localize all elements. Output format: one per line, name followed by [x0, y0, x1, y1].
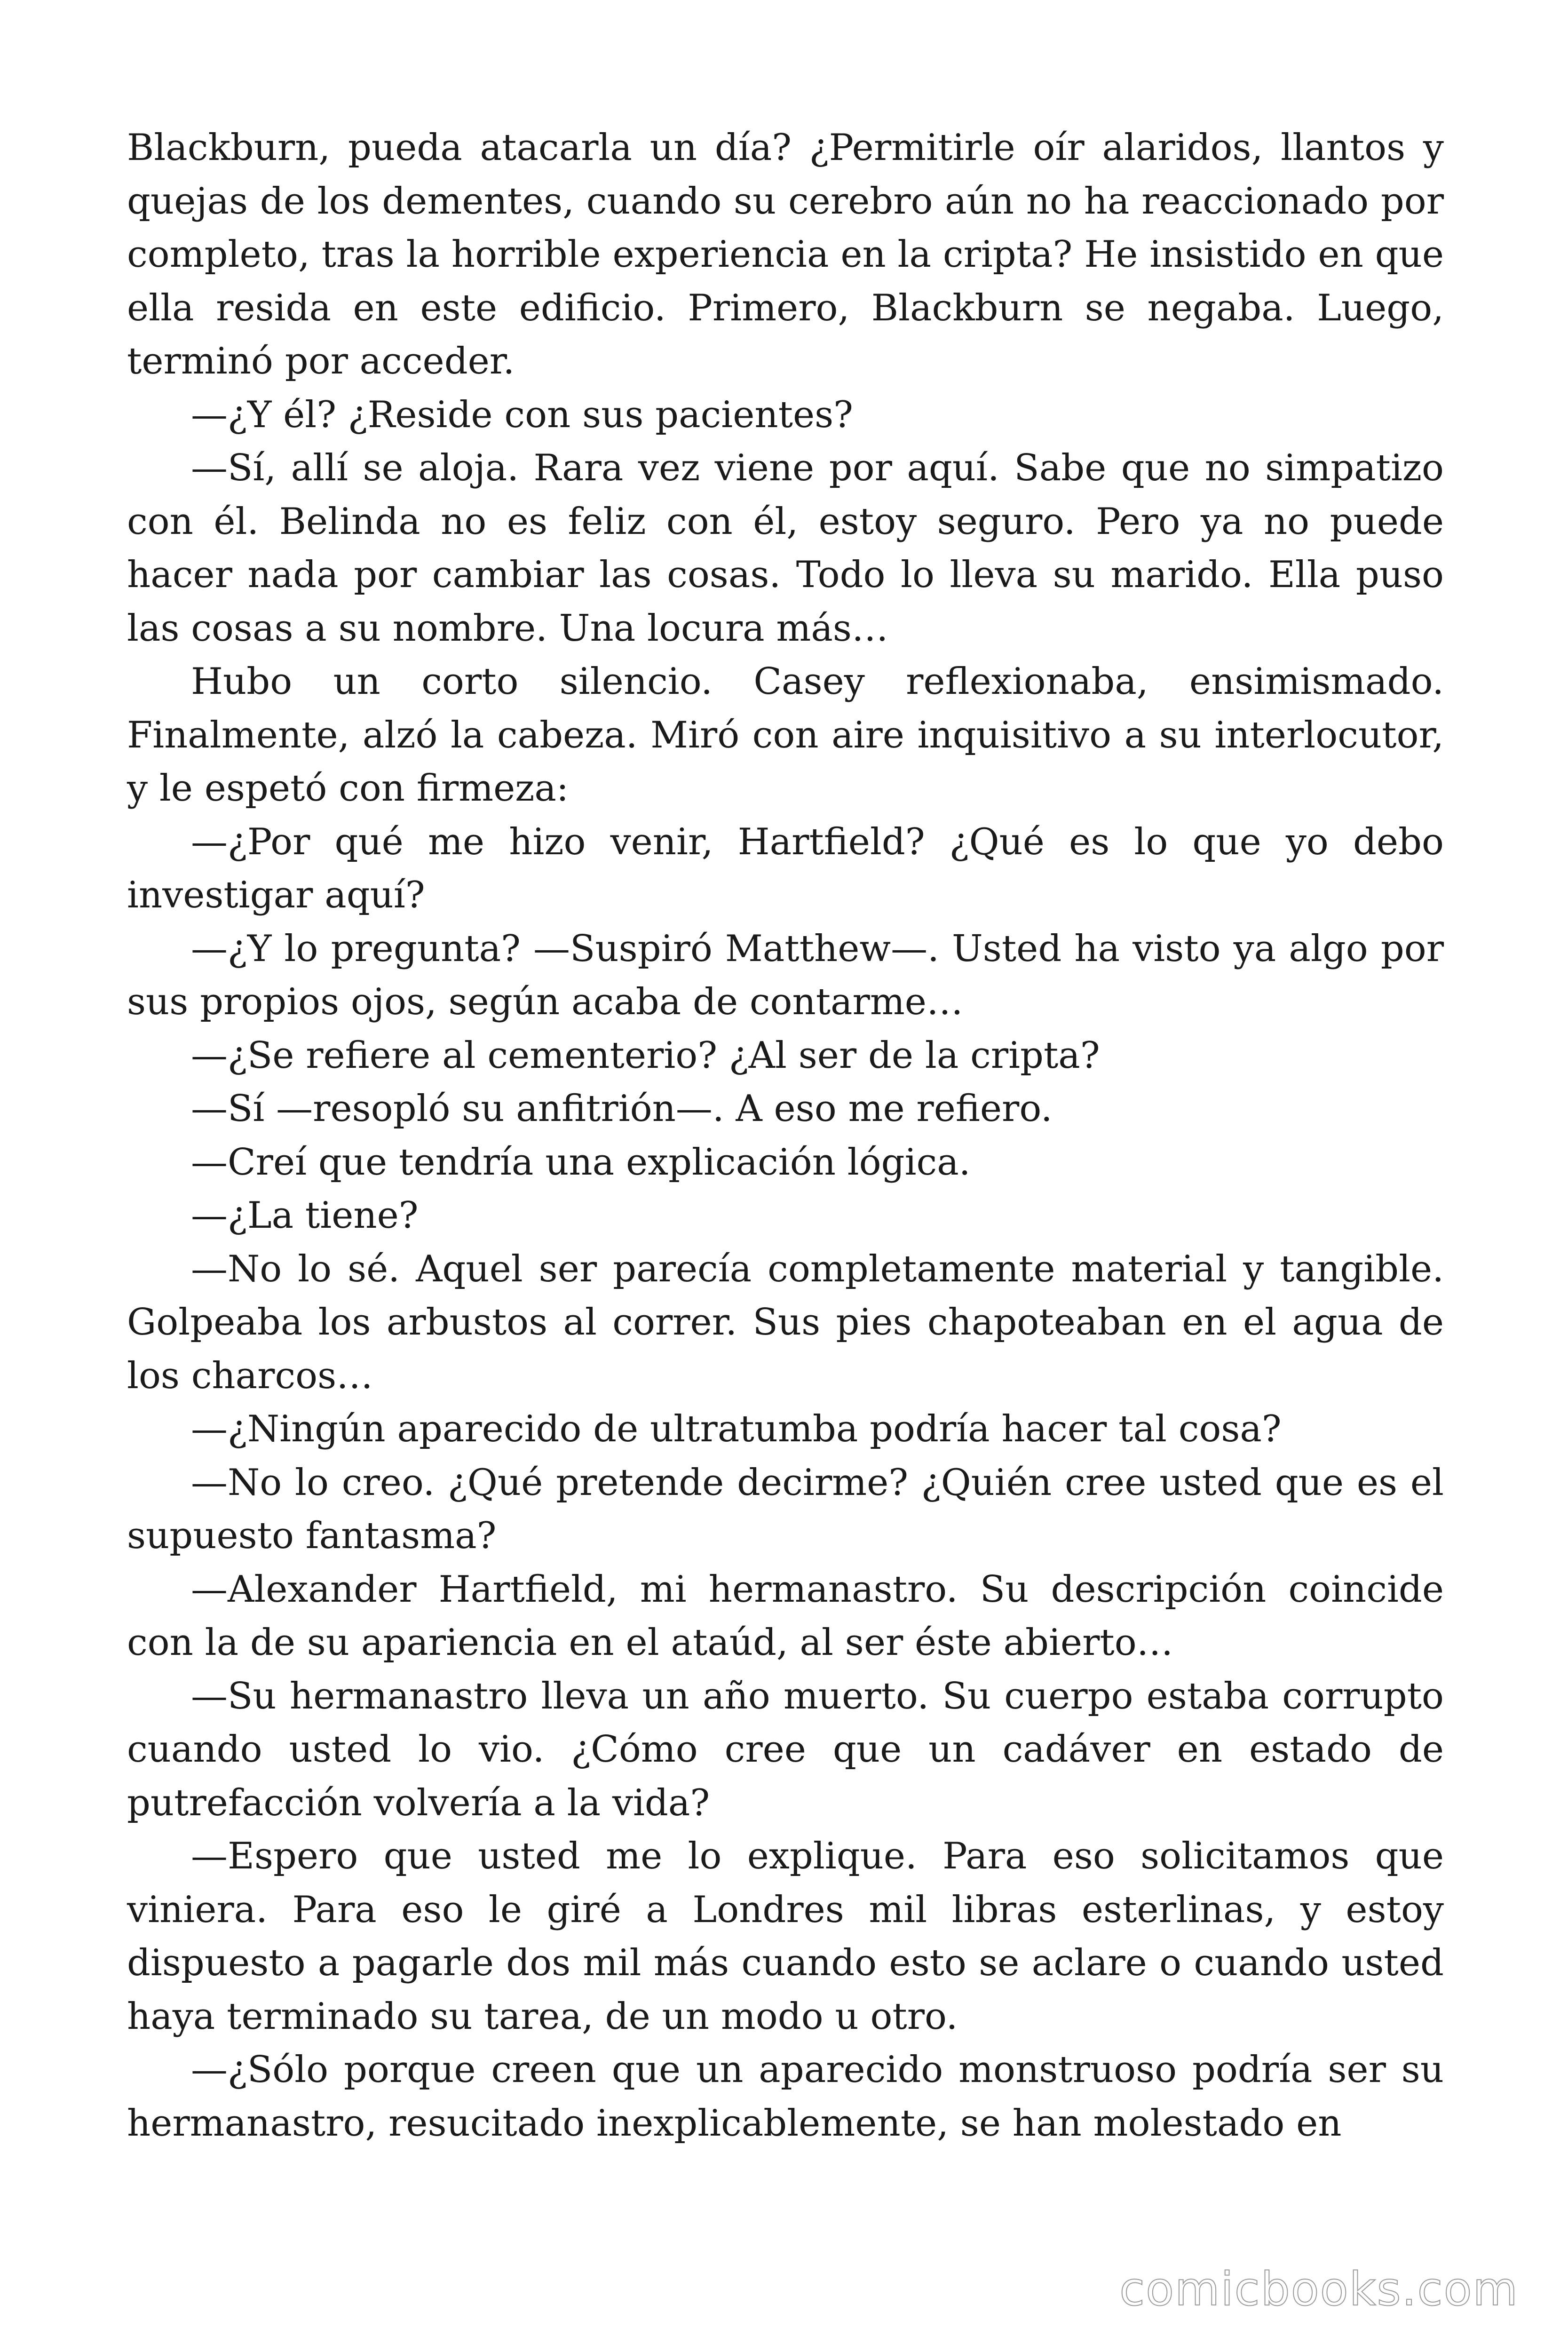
- paragraph: —No lo sé. Aquel ser parecía completamente material y tangible. Golpeaba los arbustos al correr. Sus pies chapoteaban en el agua de los charcos…: [127, 1248, 1444, 1397]
- paragraph: Hubo un corto silencio. Casey reflexionaba, ensimismado. Finalmente, alzó la cabeza. Miró con aire inquisitivo a su interlocutor, y le espetó con firmeza:: [127, 660, 1444, 810]
- paragraph: —¿Sólo porque creen que un aparecido monstruoso podría ser su hermanastro, resucitado inexplicablemente, se han molestado en: [127, 2049, 1444, 2145]
- paragraph: —Sí, allí se aloja. Rara vez viene por aquí. Sabe que no simpatizo con él. Belinda no es feliz con él, estoy seguro. Pero ya no puede hacer nada por cambiar las cosas. Todo lo lleva su marido. Ella puso las cosas a su nombre. Una locura más…: [127, 447, 1444, 650]
- paragraph: —Creí que tendría una explicación lógica.: [191, 1141, 971, 1184]
- paragraph: —¿Ningún aparecido de ultratumba podría hacer tal cosa?: [191, 1408, 1282, 1450]
- paragraph: —¿Se refiere al cementerio? ¿Al ser de la cripta?: [191, 1034, 1100, 1077]
- paragraph: —Su hermanastro lleva un año muerto. Su cuerpo estaba corrupto cuando usted lo vio. ¿Cómo cree que un cadáver en estado de putrefacción volvería a la vida?: [127, 1675, 1444, 1824]
- paragraph: —Sí —resopló su anfitrión—. A eso me refiero.: [191, 1088, 1053, 1130]
- paragraph: —¿Por qué me hizo venir, Hartfield? ¿Qué es lo que yo debo investigar aquí?: [127, 820, 1444, 916]
- watermark: comicbooks.com: [1119, 2263, 1519, 2316]
- paragraph: —¿La tiene?: [191, 1194, 419, 1237]
- paragraph: —Espero que usted me lo explique. Para eso solicitamos que viniera. Para eso le giré a Londres mil libras esterlinas, y estoy dispuesto a pagarle dos mil más cuando esto se aclare o cuando usted haya terminado su tarea, de un modo u otro.: [127, 1835, 1444, 2038]
- body-text: [127, 121, 1444, 2150]
- paragraph: —¿Y lo pregunta? —Suspiró Matthew—. Usted ha visto ya algo por sus propios ojos, según acaba de contarme…: [127, 927, 1444, 1023]
- paragraph: —Alexander Hartfield, mi hermanastro. Su descripción coincide con la de su apariencia en el ataúd, al ser éste abierto…: [127, 1568, 1444, 1664]
- paragraph: Blackburn, pueda atacarla un día? ¿Permitirle oír alaridos, llantos y quejas de los dementes, cuando su cerebro aún no ha reaccionado por completo, tras la horrible experiencia en la cripta? He insistido en que ella resida en este edificio. Primero, Blackburn se negaba. Luego, terminó por acceder.: [127, 127, 1444, 382]
- paragraph: —¿Y él? ¿Reside con sus pacientes?: [191, 393, 853, 436]
- paragraph: —No lo creo. ¿Qué pretende decirme? ¿Quién cree usted que es el supuesto fantasma?: [127, 1461, 1444, 1557]
